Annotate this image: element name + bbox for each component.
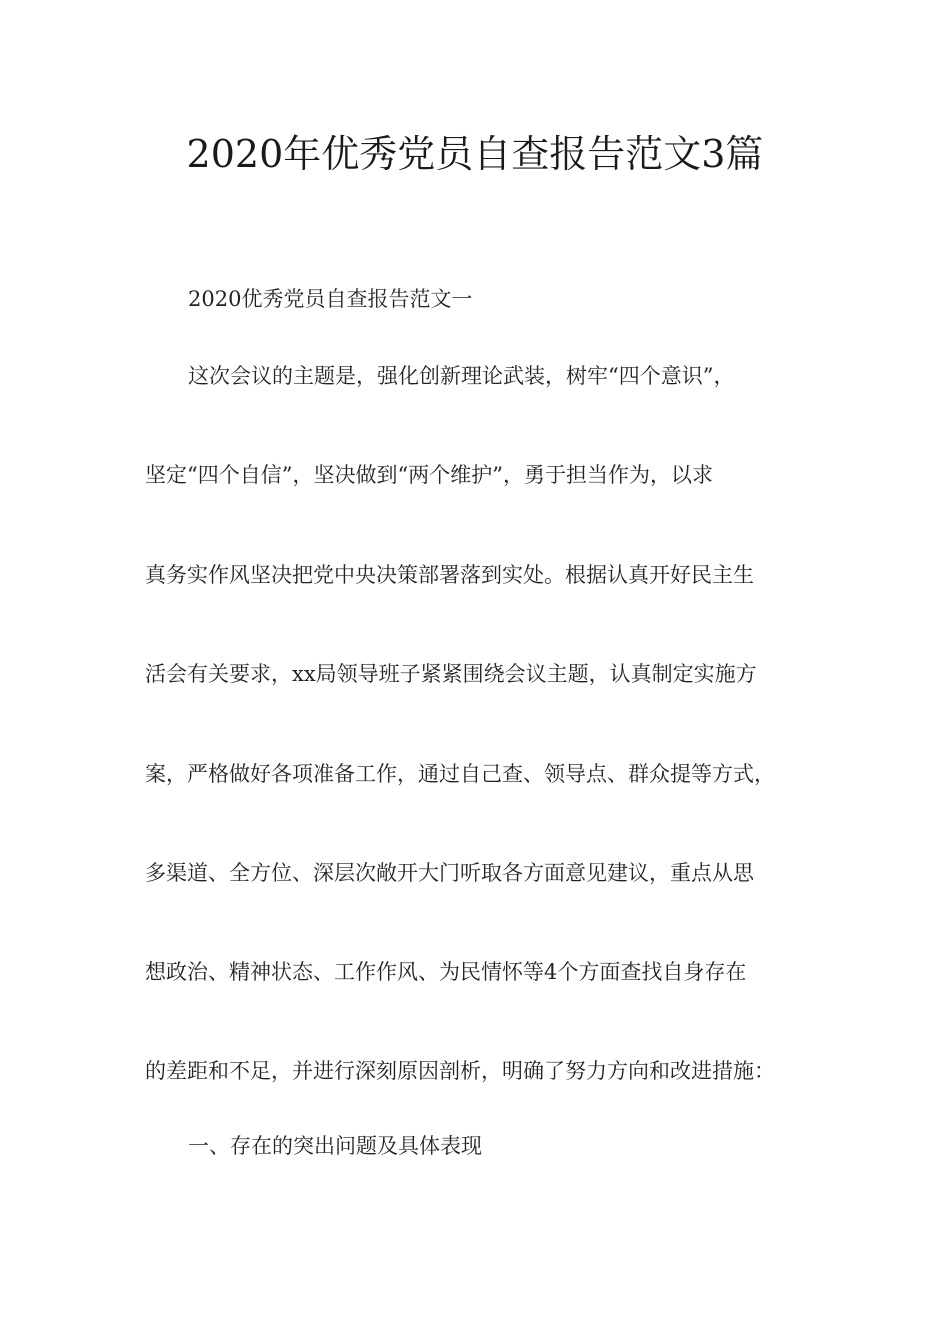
section-heading: 一、存在的突出问题及具体表现: [188, 1134, 482, 1158]
paragraph-line: 坚定“四个自信”，坚决做到“两个维护”，勇于担当作为，以求: [145, 463, 713, 487]
paragraph-line: 活会有关要求，xx局领导班子紧紧围绕会议主题，认真制定实施方: [145, 662, 757, 686]
paragraph-line: 真务实作风坚决把党中央决策部署落到实处。根据认真开好民主生: [145, 563, 754, 587]
paragraph-line: 的差距和不足，并进行深刻原因剖析，明确了努力方向和改进措施：: [145, 1059, 775, 1083]
paragraph-line: 想政治、精神状态、工作作风、为民情怀等4个方面查找自身存在: [145, 960, 747, 984]
paragraph-line: 这次会议的主题是，强化创新理论武装，树牢“四个意识”，: [188, 364, 735, 388]
paragraph-line: 多渠道、全方位、深层次敞开大门听取各方面意见建议，重点从思: [145, 861, 754, 885]
paragraph-line: 案，严格做好各项准备工作，通过自己查、领导点、群众提等方式，: [145, 762, 775, 786]
subtitle: 2020优秀党员自查报告范文一: [188, 287, 473, 311]
document-title: 2020年优秀党员自查报告范文3篇: [186, 132, 764, 176]
